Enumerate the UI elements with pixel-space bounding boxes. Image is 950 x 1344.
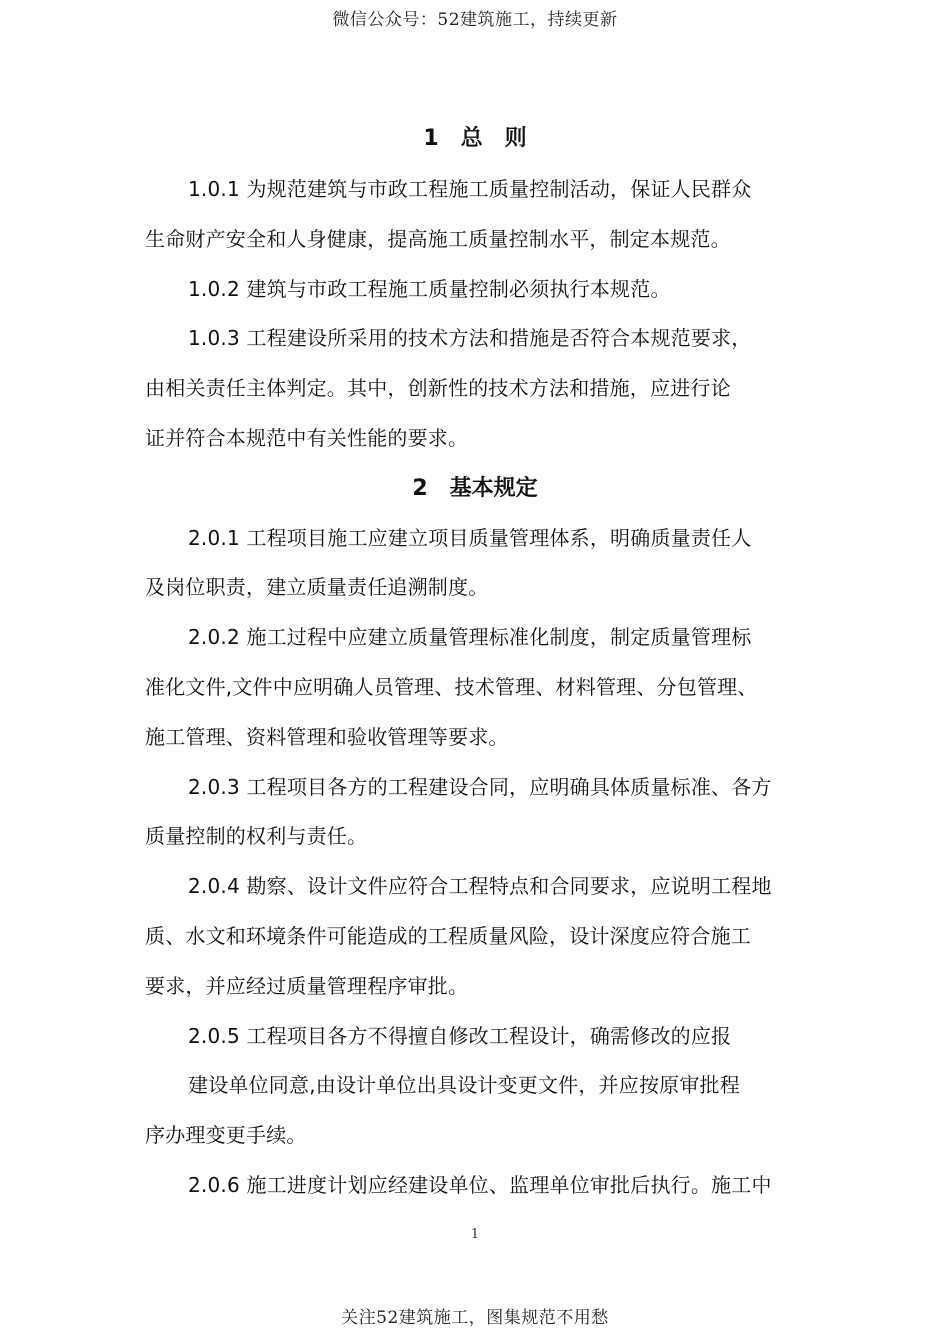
paragraph-line: 1.0.2 建筑与市政工程施工质量控制必须执行本规范。 — [188, 277, 671, 301]
paragraph-line: 2.0.2 施工过程中应建立质量管理标准化制度，制定质量管理标 — [188, 625, 752, 649]
paragraph-line: 1.0.3 工程建设所采用的技术方法和措施是否符合本规范要求， — [188, 326, 752, 350]
paragraph-line: 序办理变更手续。 — [145, 1123, 307, 1147]
paragraph-line: 由相关责任主体判定。其中，创新性的技术方法和措施，应进行论 — [145, 376, 731, 400]
paragraph-line: 质、水文和环境条件可能造成的工程质量风险，设计深度应符合施工 — [145, 924, 751, 948]
paragraph-line: 2.0.3 工程项目各方的工程建设合同，应明确具体质量标准、各方 — [188, 775, 772, 799]
header-watermark: 微信公众号：52建筑施工，持续更新 — [332, 10, 618, 30]
section-heading-1: 1 总 则 — [423, 126, 527, 151]
page-number: 1 — [470, 1227, 480, 1242]
paragraph-line: 1.0.1 为规范建筑与市政工程施工质量控制活动，保证人民群众 — [188, 177, 752, 201]
paragraph-line: 2.0.4 勘察、设计文件应符合工程特点和合同要求，应说明工程地 — [188, 874, 772, 898]
footer-watermark: 关注52建筑施工，图集规范不用愁 — [341, 1308, 609, 1328]
paragraph-line: 2.0.6 施工进度计划应经建设单位、监理单位审批后执行。施工中 — [188, 1173, 772, 1197]
section-heading-2: 2 基本规定 — [412, 476, 538, 501]
paragraph-line: 证并符合本规范中有关性能的要求。 — [145, 426, 469, 450]
paragraph-line: 2.0.5 工程项目各方不得擅自修改工程设计，确需修改的应报 — [188, 1024, 732, 1048]
paragraph-line: 2.0.1 工程项目施工应建立项目质量管理体系，明确质量责任人 — [188, 526, 752, 550]
paragraph-line: 及岗位职责，建立质量责任追溯制度。 — [145, 575, 489, 599]
paragraph-line: 准化文件,文件中应明确人员管理、技术管理、材料管理、分包管理、 — [145, 675, 758, 699]
paragraph-line: 生命财产安全和人身健康，提高施工质量控制水平，制定本规范。 — [145, 227, 731, 251]
paragraph-line: 要求，并应经过质量管理程序审批。 — [145, 974, 469, 998]
paragraph-line: 建设单位同意,由设计单位出具设计变更文件，并应按原审批程 — [188, 1073, 740, 1097]
paragraph-line: 施工管理、资料管理和验收管理等要求。 — [145, 725, 509, 749]
paragraph-line: 质量控制的权利与责任。 — [145, 824, 368, 848]
